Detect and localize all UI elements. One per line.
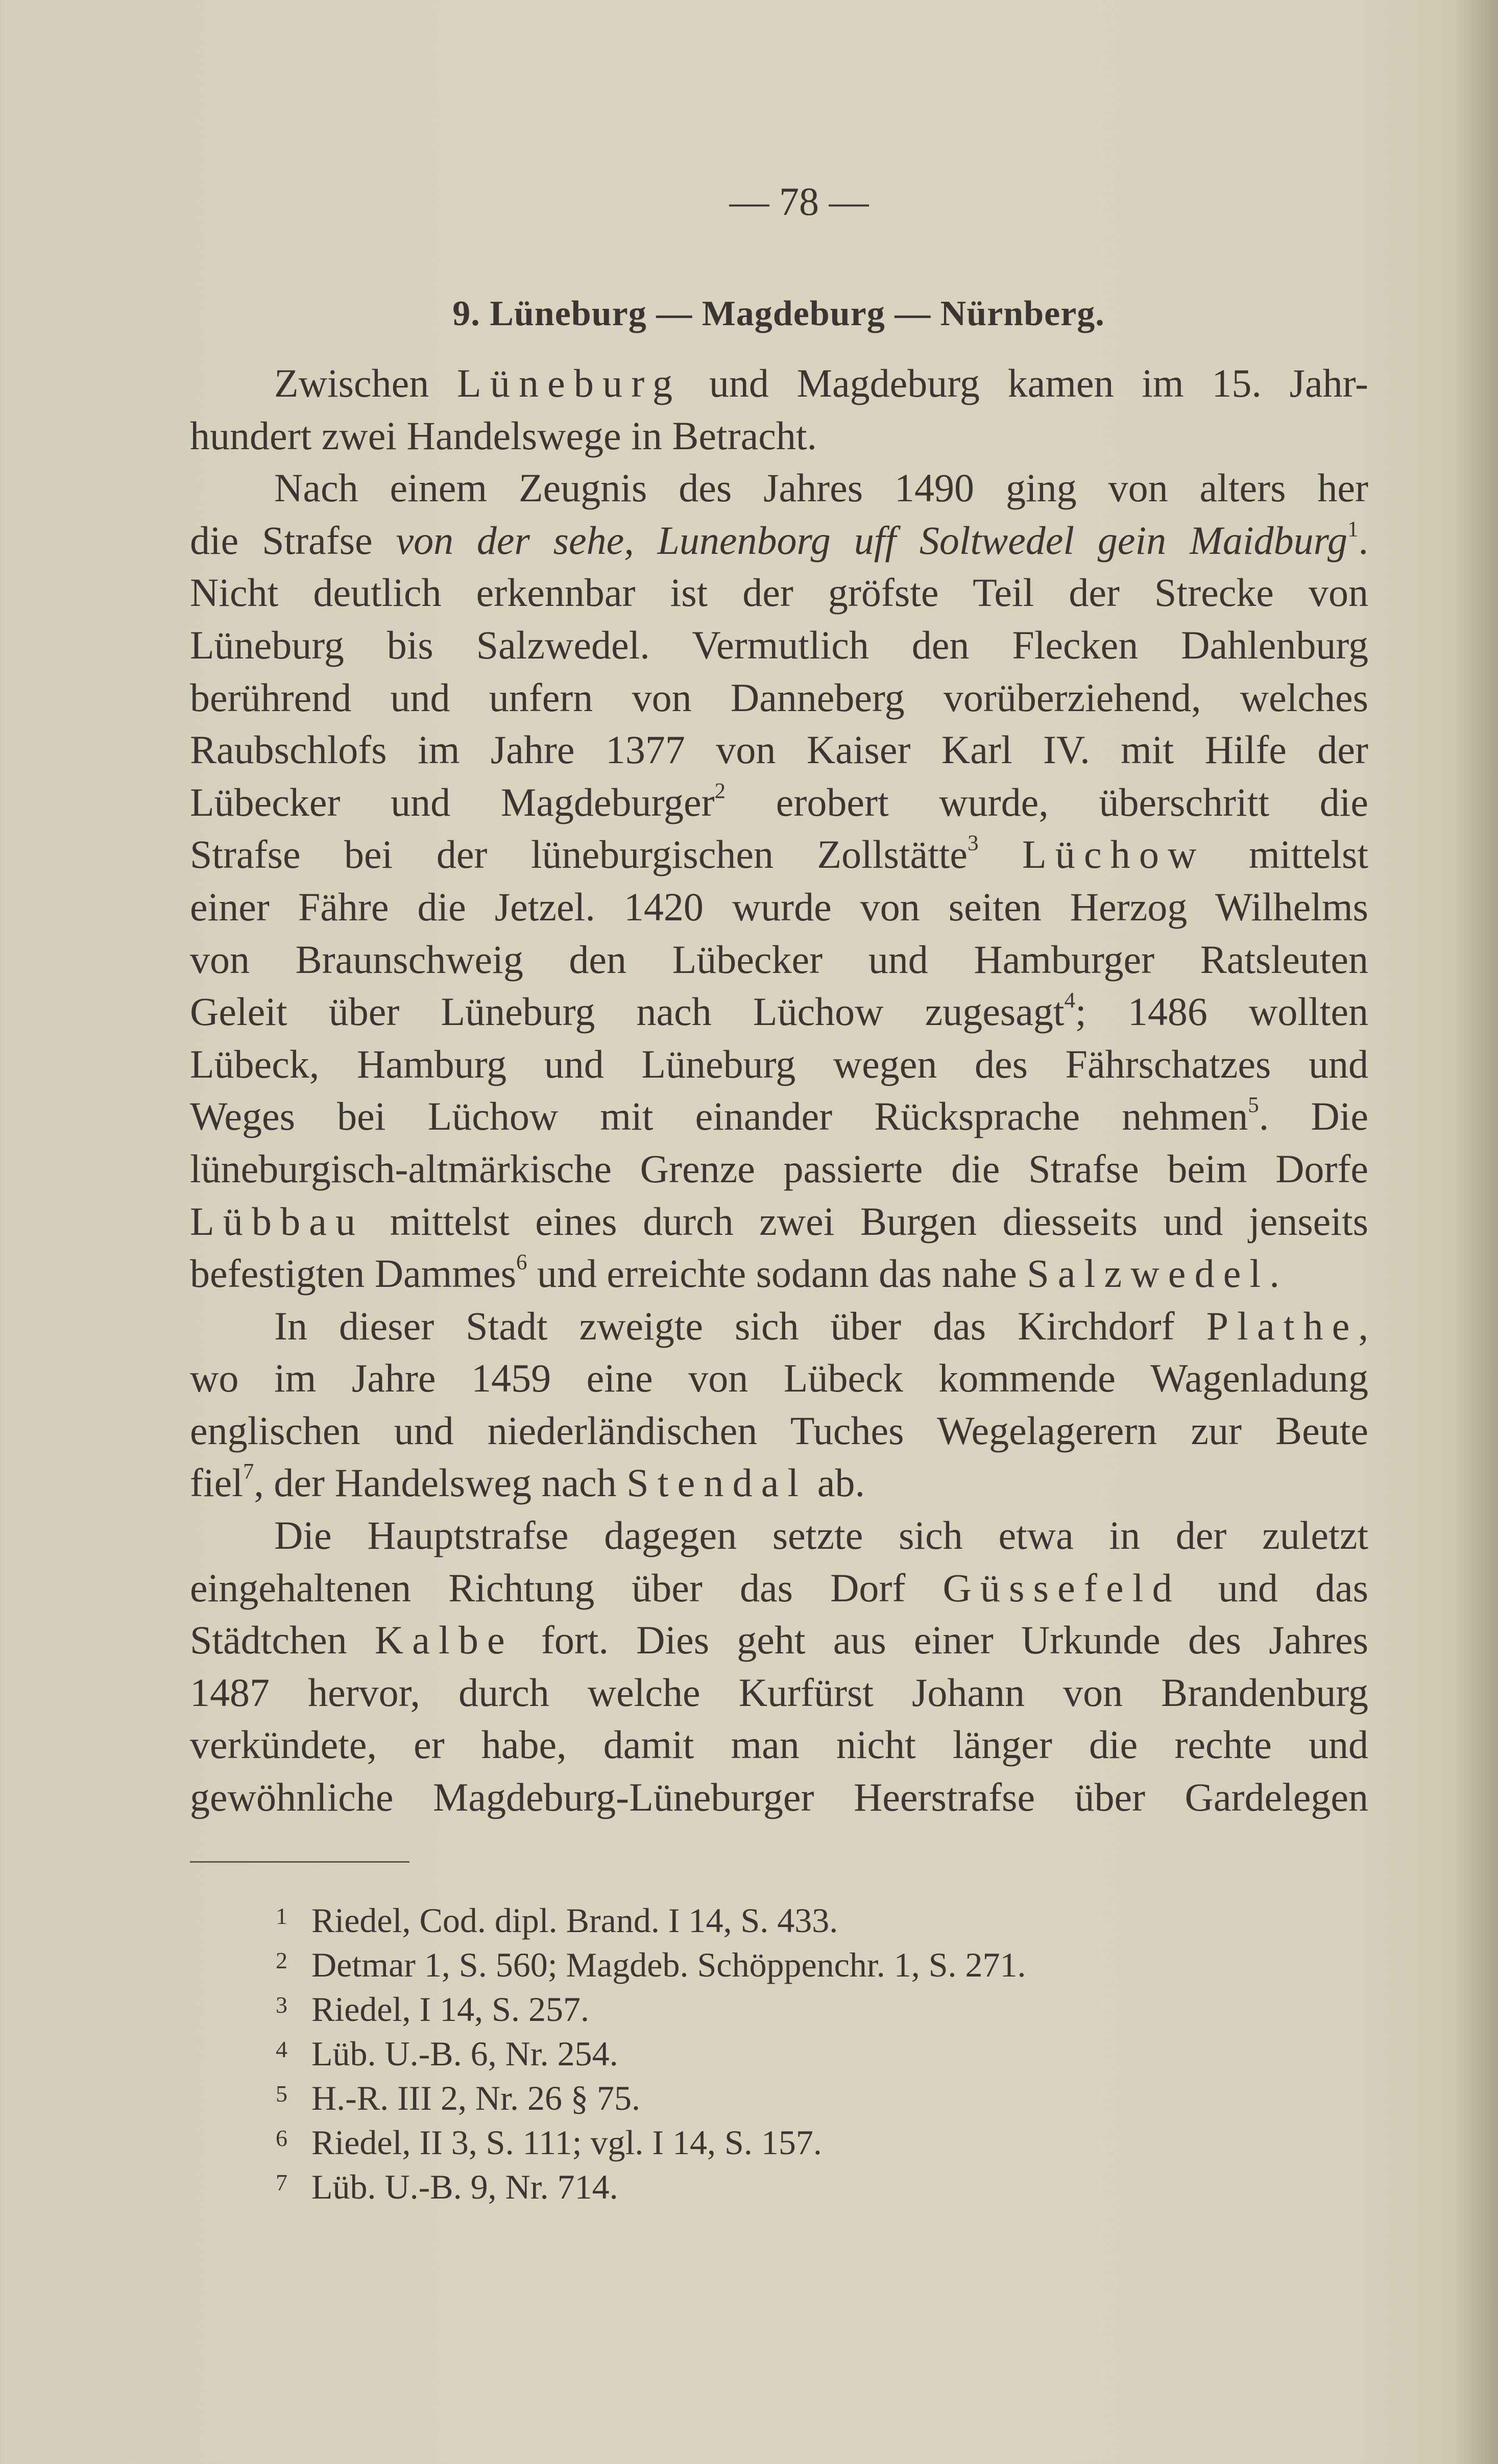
footnote-number: 4 [276,2036,287,2062]
text-line [190,724,1368,776]
italic-quotation: von der sehe, Lunenborg uff Soltwedel gein Maidburg [396,518,1348,563]
footnote-divider [190,1861,409,1863]
section-heading: 9. Lüneburg — Magdeburg — Nürnberg. [452,294,1105,333]
text-run: mittelst [1205,832,1368,877]
text-line [190,672,1368,724]
text-line [190,1300,1368,1353]
footnote-text: Lüb. U.-B. 9, Nr. 714. [311,2167,618,2207]
text-run: , [1358,1303,1368,1348]
text-line [190,1038,1368,1091]
page-number: — 78 — [729,179,869,224]
spaced-place-name: Kalbe [374,1618,514,1663]
footnote [276,2116,1026,2160]
spaced-place-name: Lüneburg [457,361,682,405]
text-line [190,1457,1368,1509]
text-line [190,1143,1368,1196]
footnote-number: 6 [276,2125,287,2151]
text-run: fort. Dies geht aus einer Urkunde des Jahres [513,1618,1368,1663]
text-run: und erreichte sodann das nahe [527,1251,1027,1296]
footnote-text: Lüb. U.-B. 6, Nr. 254. [311,2034,618,2073]
text-line [190,1248,1368,1300]
text-run: Lübecker und Magdeburger [190,779,715,824]
text-run: fiel [190,1460,243,1505]
text-line [190,1405,1368,1457]
spaced-place-name: Lübbau [190,1199,365,1243]
text-line [190,1562,1368,1615]
text-run: Die Hauptstrafse dagegen setzte sich etwa in der zuletzt [274,1513,1368,1558]
text-run: Lüneburg bis Salzwedel. Vermutlich den Flecken Dahlenburg [190,622,1368,667]
text-run: und das [1180,1565,1368,1610]
text-run: Nach einem Zeugnis des Jahres 1490 ging von alters her [274,466,1368,510]
text-line [190,1509,1368,1562]
footnote-text: Riedel, II 3, S. 111; vgl. I 14, S. 157. [311,2123,822,2162]
text-line [190,357,1368,410]
text-run: eingehaltenen Richtung über das Dorf [190,1565,943,1610]
text-run: 1487 hervor, durch welche Kurfürst Johann von Brandenburg [190,1670,1368,1715]
text-run [979,832,1022,876]
footnote [276,1938,1026,1983]
text-run: Lübeck, Hamburg und Lüneburg wegen des Fährschatzes und [190,1041,1368,1086]
text-line [190,828,1368,881]
text-run: Geleit über Lüneburg nach Lüchow zugesagt [190,989,1065,1034]
footnote [276,1894,1026,1938]
text-run: ; 1486 wollten [1075,989,1368,1034]
text-run: , der Handelsweg nach [254,1460,627,1505]
text-run: und Magdeburg kamen im 15. Jahr- [681,361,1368,405]
text-run: Weges bei Lüchow mit einander Rücksprache nehmen [190,1094,1248,1139]
footnote-reference: 6 [516,1250,527,1275]
text-line [190,1771,1368,1824]
text-line [190,515,1368,567]
text-run: lüneburgisch-altmärkische Grenze passierte die Strafse beim Dorfe [190,1146,1368,1191]
footnote-number: 1 [276,1903,287,1929]
text-line [190,1090,1368,1143]
text-line [190,1614,1368,1667]
spaced-place-name: Salzwedel [1027,1251,1270,1296]
text-line [190,1352,1368,1405]
text-run: hundert zwei Handelswege in Betracht. [190,413,817,458]
text-line [190,1667,1368,1719]
footnote-reference: 1 [1347,517,1359,542]
footnote [276,2027,1026,2071]
text-run: ab. [807,1460,865,1505]
text-run: von Braunschweig den Lübecker und Hamburger Ratsleuten [190,937,1368,982]
spaced-place-name: Plathe [1206,1303,1359,1348]
text-run: In dieser Stadt zweigte sich über das Kirchdorf [274,1303,1206,1348]
text-line [190,776,1368,829]
footnote-reference: 7 [243,1460,254,1484]
spaced-place-name: Güssefeld [943,1565,1181,1610]
text-run: berührend und unfern von Danneberg vorüberziehend, welches [190,675,1368,720]
text-line [190,934,1368,986]
footnotes [276,1894,1026,2205]
text-run: wo im Jahre 1459 eine von Lübeck kommende Wagenladung [190,1356,1368,1401]
footnote [276,2071,1026,2116]
text-run: Strafse bei der lüneburgischen Zollstätte [190,832,968,877]
footnote-number: 3 [276,1992,287,2018]
text-run: verkündete, er habe, damit man nicht länger die rechte und [190,1722,1368,1767]
text-run: Städtchen [190,1618,375,1663]
spaced-place-name: Lüchow [1022,832,1205,877]
text-line [190,1719,1368,1771]
footnote-text: Riedel, Cod. dipl. Brand. I 14, S. 433. [311,1901,838,1940]
body-text [190,357,1368,1824]
text-run: einer Fähre die Jetzel. 1420 wurde von seiten Herzog Wilhelms [190,884,1368,929]
text-run: mittelst eines durch zwei Burgen diesseits und jenseits [364,1199,1368,1243]
footnote-text: H.-R. III 2, Nr. 26 § 75. [311,2079,641,2118]
text-run: Raubschlofs im Jahre 1377 von Kaiser Karl IV. mit Hilfe der [190,727,1368,772]
spaced-place-name: Stendal [626,1460,808,1505]
footnote-text: Detmar 1, S. 560; Magdeb. Schöppenchr. 1, S. 271. [311,1945,1026,1985]
text-run: Nicht deutlich erkennbar ist der gröfste Teil der Strecke von [190,570,1368,615]
footnote-number: 2 [276,1947,287,1973]
text-run: gewöhnliche Magdeburg-Lüneburger Heerstrafse über Gardelegen [190,1775,1368,1820]
footnote [276,1983,1026,2027]
text-line [190,619,1368,672]
text-line [190,986,1368,1038]
text-run: englischen und niederländischen Tuches Wegelagerern zur Beute [190,1408,1368,1453]
text-run: . [1358,518,1368,563]
text-run: . [1269,1251,1279,1296]
text-line [190,567,1368,619]
text-run: befestigten Dammes [190,1251,516,1296]
text-line [190,410,1368,462]
footnote-reference: 3 [968,832,979,856]
text-run: . Die [1259,1094,1368,1139]
footnote-reference: 2 [714,779,726,803]
text-line [190,462,1368,515]
footnote [276,2160,1026,2205]
footnote-reference: 4 [1064,988,1076,1013]
text-run: Zwischen [274,361,457,405]
text-run: die Strafse [190,518,396,563]
footnote-reference: 5 [1248,1093,1259,1117]
text-line [190,1196,1368,1248]
text-run: erobert wurde, überschritt die [726,779,1368,824]
footnote-number: 7 [276,2169,287,2195]
footnote-number: 5 [276,2081,287,2107]
text-line [190,881,1368,934]
footnote-text: Riedel, I 14, S. 257. [311,1990,589,2029]
